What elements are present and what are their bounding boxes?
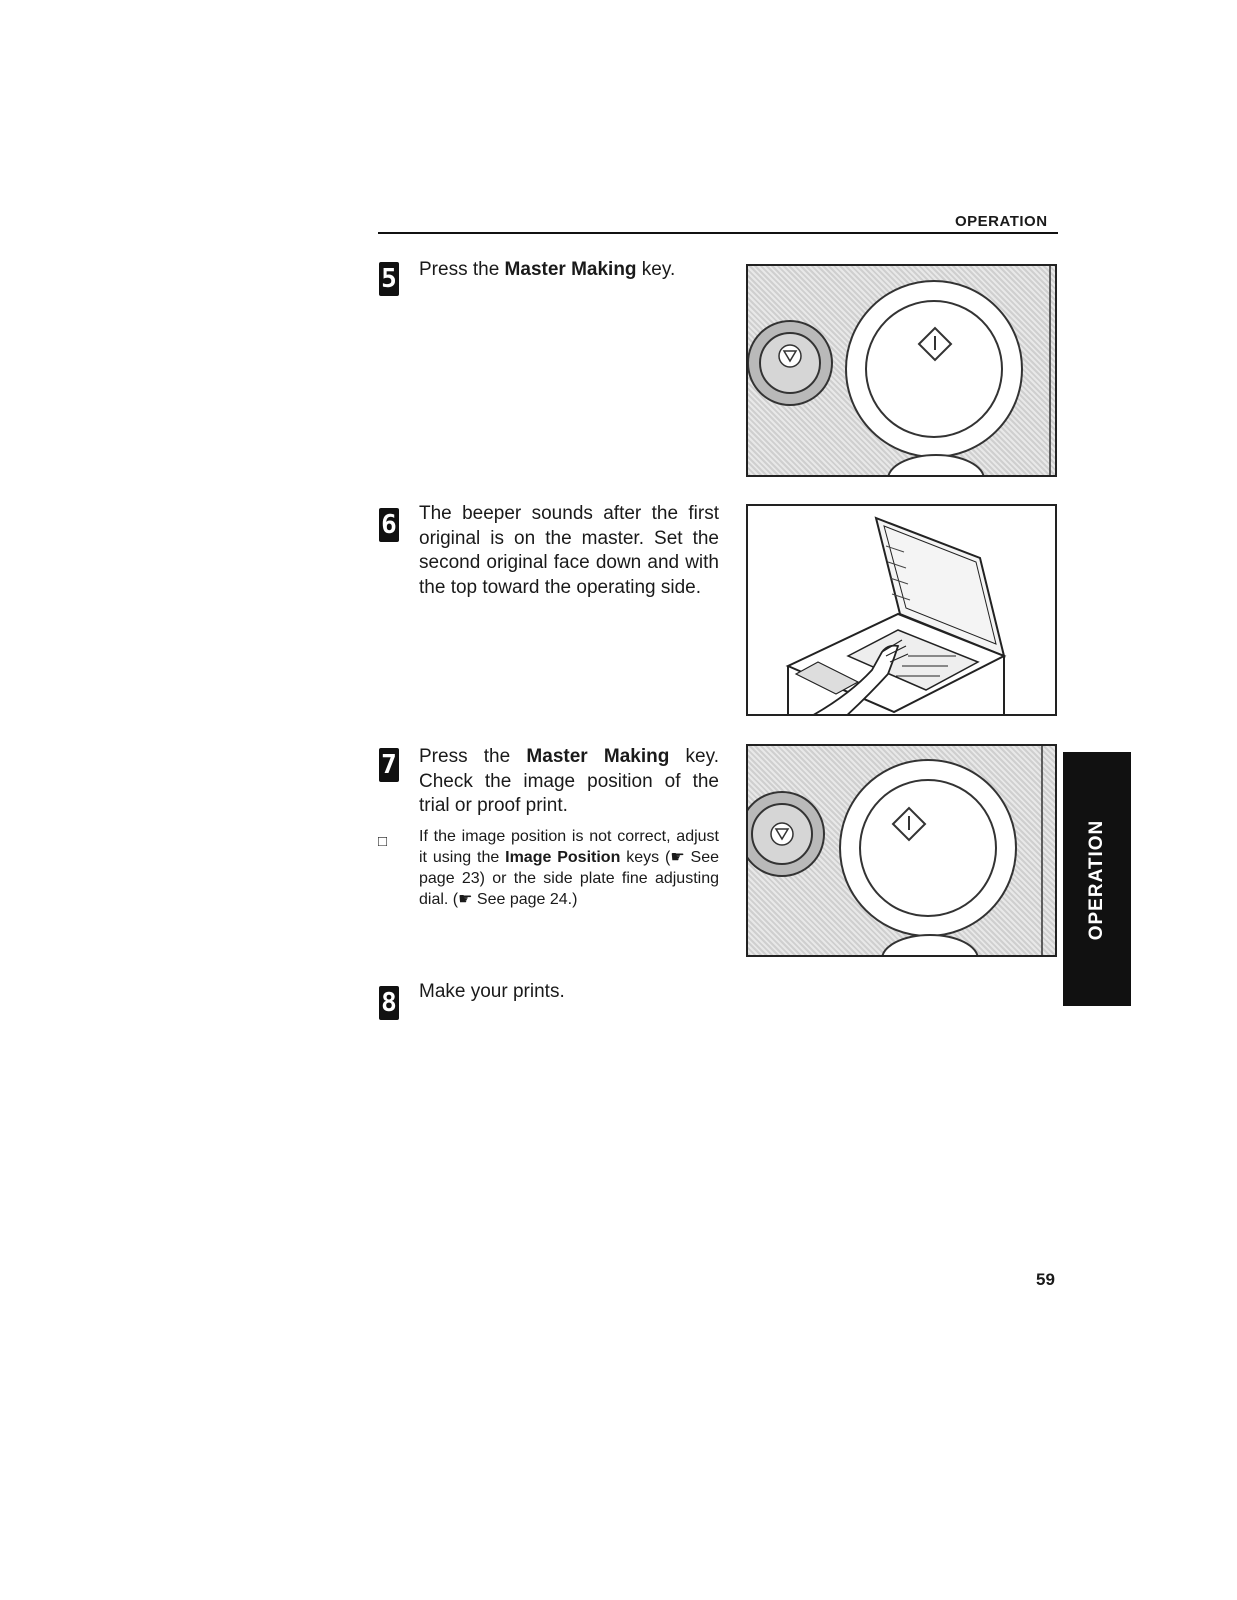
step-5-text-pre: Press the [419, 259, 505, 280]
step-6-text: The beeper sounds after the first original is on the master. Set the second original face down and with the top toward the operating side. [419, 503, 719, 598]
note-bullet: □ [378, 833, 388, 850]
section-header: OPERATION [955, 213, 1048, 230]
step-number-5: 5 [379, 262, 399, 296]
step-7-text-post: key. Check the image position of the trial or proof print. [419, 746, 719, 816]
step-7-text-pre: Press the [419, 746, 527, 767]
figure-scanner [746, 504, 1057, 716]
note-text-mid: keys (☛ See page 23) or the side plate fine adjusting dial. (☛ See page 24.) [419, 849, 720, 908]
step-number-7: 7 [379, 748, 399, 782]
step-7-text [419, 745, 719, 819]
stop-key-icon [748, 746, 1057, 957]
step-7-key-name: Master Making [526, 746, 670, 767]
step-number-6: 6 [379, 508, 399, 542]
figure-master-making-key-2 [746, 744, 1057, 957]
note-key-name: Image Position [505, 849, 621, 866]
step-5-text [419, 258, 719, 283]
step-5-key-name: Master Making [504, 259, 637, 280]
start-key-icon [748, 266, 1057, 477]
figure-master-making-key-1 [746, 264, 1057, 477]
page-number: 59 [1036, 1270, 1055, 1289]
step-5-text-post: key. [636, 259, 676, 280]
step-number-8: 8 [379, 986, 399, 1020]
note-text [419, 826, 719, 910]
note-text-pre: If the image position is not correct, adjust it using the [419, 828, 719, 866]
side-tab-label: OPERATION [1086, 819, 1107, 941]
scanner-illustration-icon [748, 506, 1057, 716]
header-rule [378, 232, 1058, 234]
step-8-text: Make your prints. [419, 981, 565, 1002]
